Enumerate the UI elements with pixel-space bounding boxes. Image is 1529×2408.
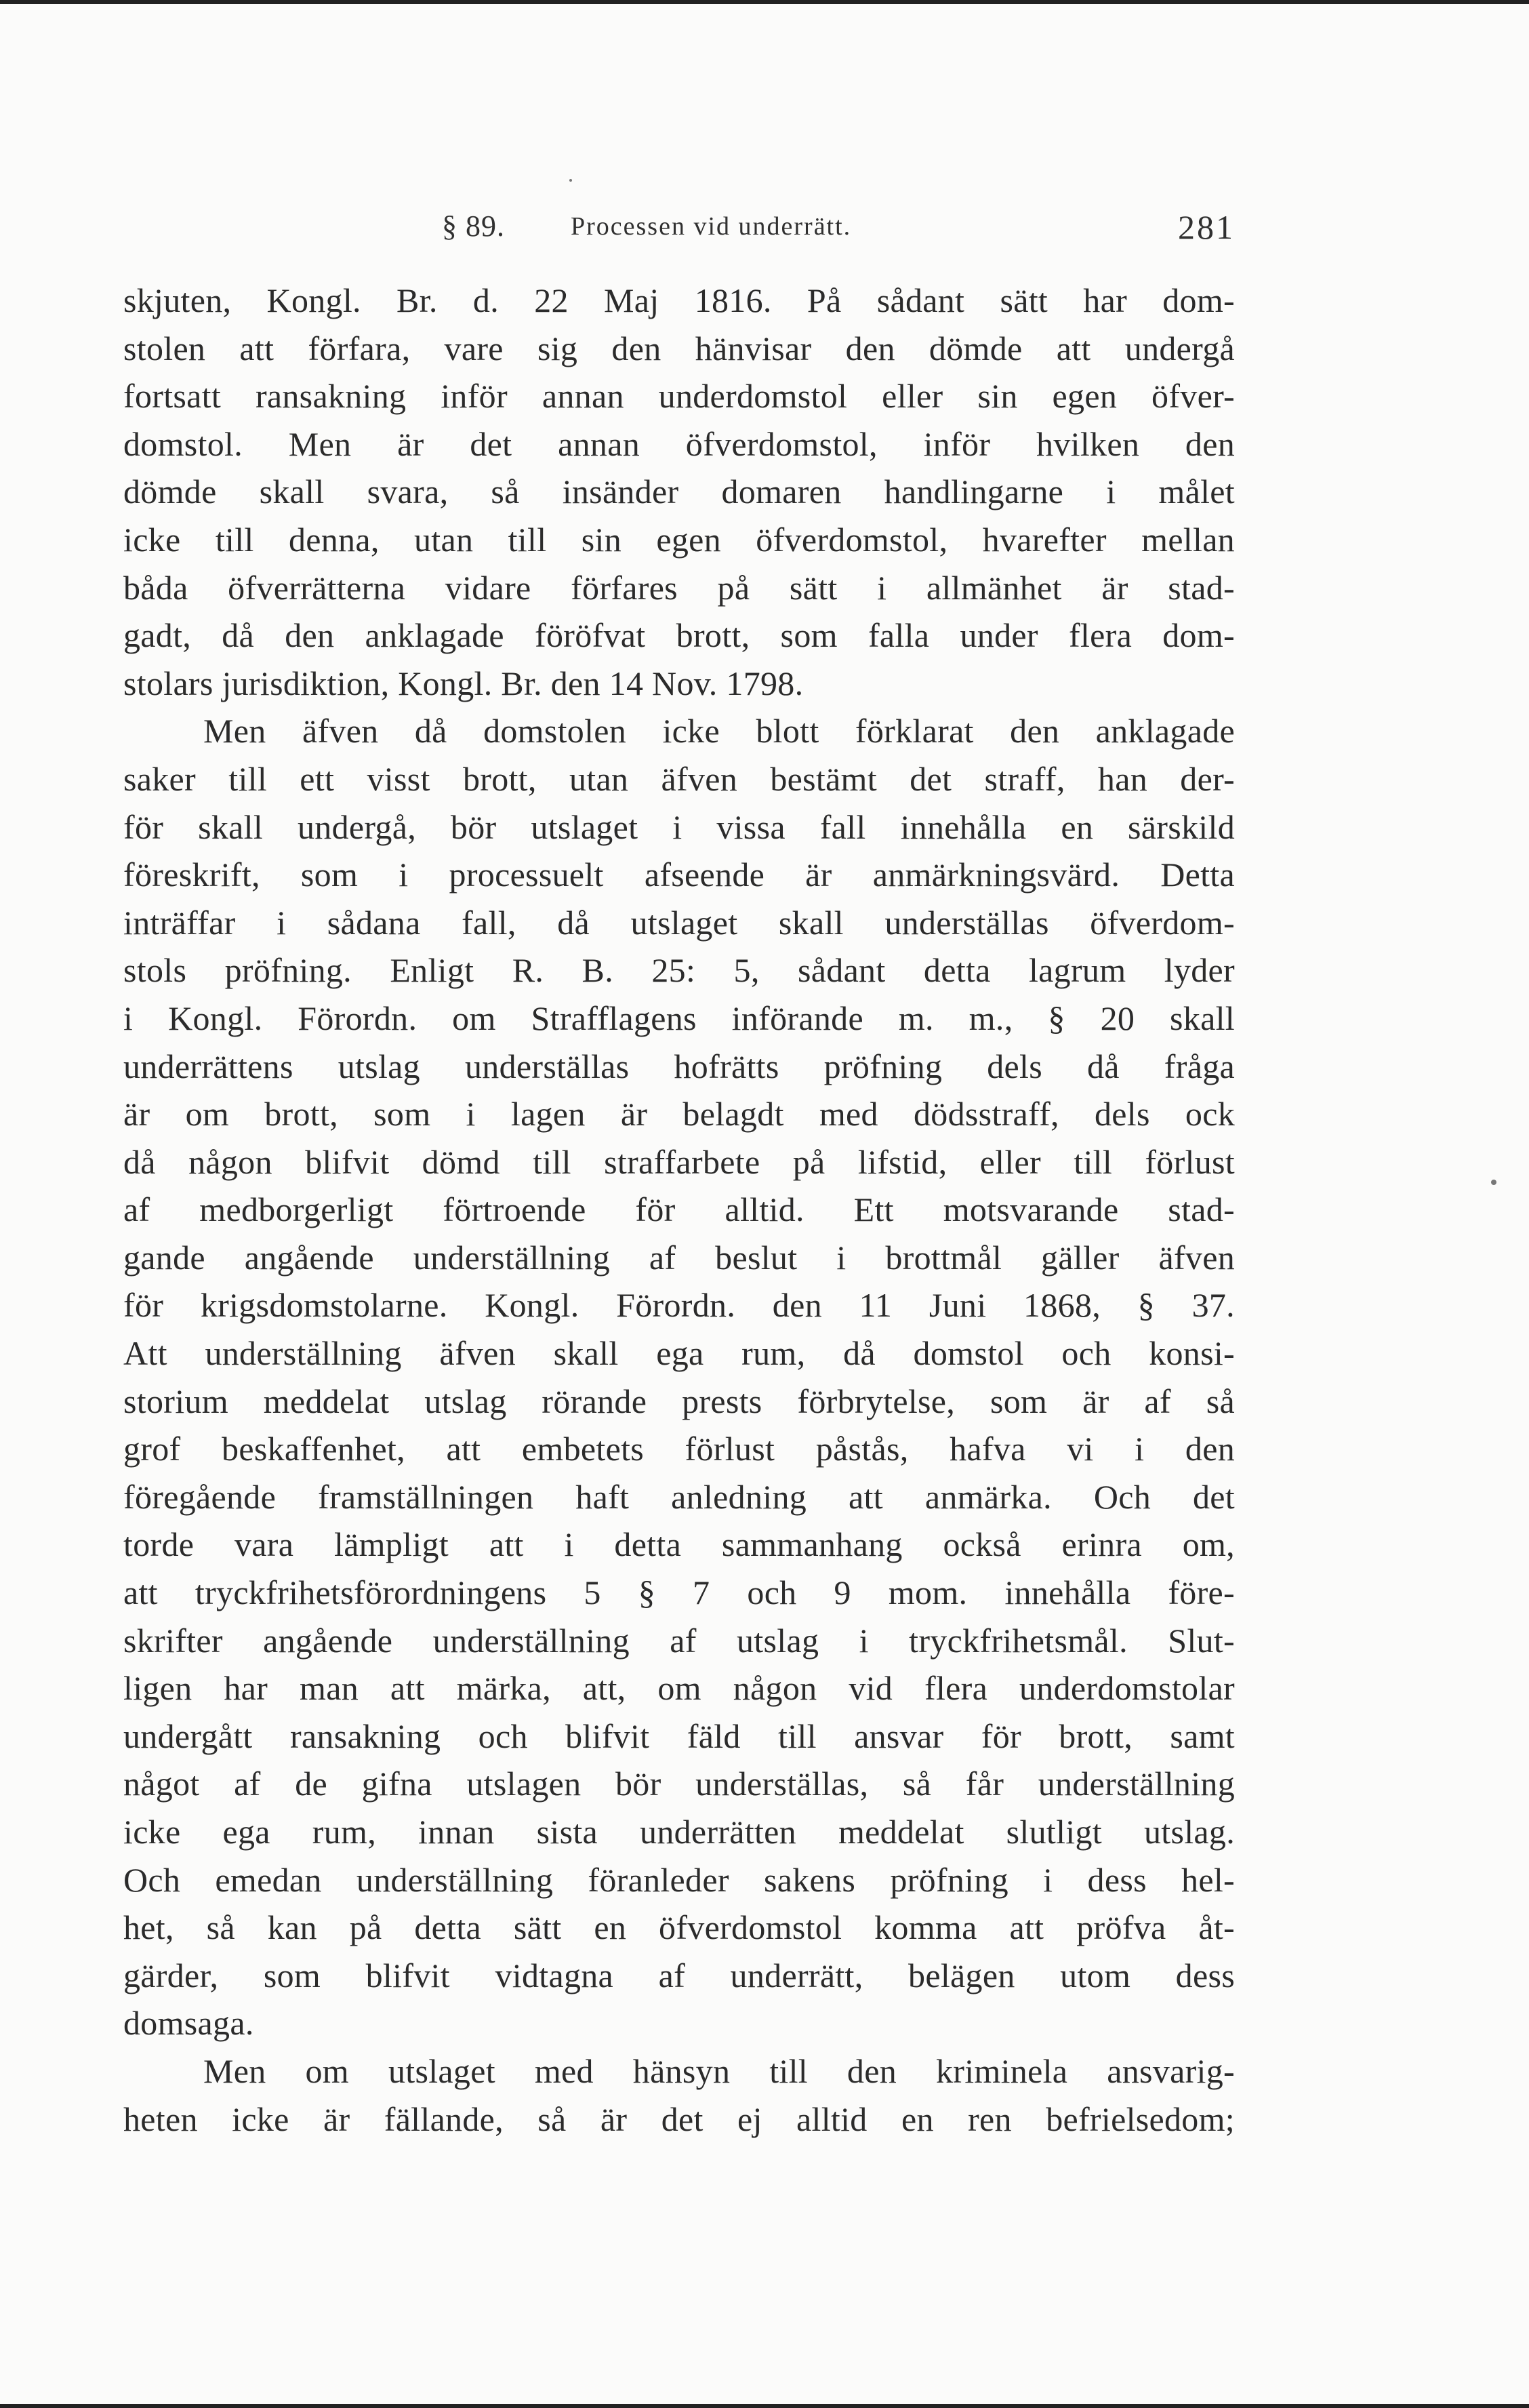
text-line: skrifter angående underställning af utslag i tryckfrihetsmål. Slut- — [123, 1621, 1235, 1660]
text-line: stolars jurisdiktion, Kongl. Br. den 14 Nov. 1798. — [123, 664, 804, 702]
text-line: båda öfverrätterna vidare förfares på sätt i allmänhet är stad- — [123, 568, 1235, 607]
text-line: storium meddelat utslag rörande prests förbrytelse, som är af så — [123, 1382, 1235, 1420]
text-line: för krigsdomstolarne. Kongl. Förordn. den 11 Juni 1868, § 37. — [123, 1286, 1235, 1325]
text-line: grof beskaffenhet, att embetets förlust påstås, hafva vi i den — [123, 1430, 1235, 1468]
text-line: domstol. Men är det annan öfverdomstol, inför hvilken den — [123, 424, 1235, 463]
text-line: heten icke är fällande, så är det ej alltid en ren befrielsedom; — [123, 2100, 1235, 2138]
text-line: torde vara lämpligt att i detta sammanhang också erinra om, — [123, 1525, 1235, 1564]
text-line: för skall undergå, bör utslaget i vissa fall innehålla en särskild — [123, 807, 1235, 846]
text-line: att tryckfrihetsförordningens 5 § 7 och 9 mom. innehålla före- — [123, 1573, 1235, 1612]
text-line: Men om utslaget med hänsyn till den kriminela ansvarig- — [203, 2051, 1235, 2090]
text-line: Men äfven då domstolen icke blott förklarat den anklagade — [203, 712, 1235, 750]
chapter-title: Processen vid underrätt. — [571, 212, 852, 241]
text-line: inträffar i sådana fall, då utslaget skall underställas öfverdom- — [123, 903, 1235, 942]
text-line: stolen att förfara, vare sig den hänvisar den dömde att undergå — [123, 329, 1235, 367]
text-line: skjuten, Kongl. Br. d. 22 Maj 1816. På sådant sätt har dom- — [123, 281, 1235, 319]
text-line: ligen har man att märka, att, om någon vid flera underdomstolar — [123, 1669, 1235, 1708]
text-line: då någon blifvit dömd till straffarbete på lifstid, eller till förlust — [123, 1142, 1235, 1181]
text-line: saker till ett visst brott, utan äfven bestämt det straff, han der- — [123, 759, 1235, 798]
top-edge-rule — [0, 0, 1529, 4]
text-line: het, så kan på detta sätt en öfverdomstol komma att pröfva åt- — [123, 1908, 1235, 1947]
text-line: gande angående underställning af beslut i brottmål gäller äfven — [123, 1238, 1235, 1277]
text-line: icke till denna, utan till sin egen öfverdomstol, hvarefter mellan — [123, 520, 1235, 559]
text-line: Och emedan underställning föranleder sakens pröfning i dess hel- — [123, 1860, 1235, 1899]
text-line: Att underställning äfven skall ega rum, då domstol och konsi- — [123, 1334, 1235, 1373]
text-line: icke ega rum, innan sista underrätten meddelat slutligt utslag. — [123, 1813, 1235, 1851]
text-line: är om brott, som i lagen är belagdt med dödsstraff, dels ock — [123, 1095, 1235, 1133]
text-line: fortsatt ransakning inför annan underdomstol eller sin egen öfver- — [123, 377, 1235, 416]
text-line: något af de gifna utslagen bör underställas, så får underställning — [123, 1765, 1235, 1803]
scan-speck — [1491, 1180, 1496, 1185]
body-text — [123, 277, 1235, 2143]
text-line: domsaga. — [123, 2004, 254, 2043]
text-line: föregående framställningen haft anledning att anmärka. Och det — [123, 1477, 1235, 1516]
text-line: underrättens utslag underställas hofrätts pröfning dels då fråga — [123, 1047, 1235, 1085]
text-line: gärder, som blifvit vidtagna af underrätt, belägen utom dess — [123, 1956, 1235, 1994]
text-line: föreskrift, som i processuelt afseende är anmärkningsvärd. Detta — [123, 856, 1235, 894]
text-line: gadt, då den anklagade föröfvat brott, som falla under flera dom- — [123, 616, 1235, 655]
text-line: dömde skall svara, så insänder domaren handlingarne i målet — [123, 473, 1235, 511]
scan-speck — [569, 179, 572, 182]
text-line: stols pröfning. Enligt R. B. 25: 5, sådant detta lagrum lyder — [123, 951, 1235, 990]
text-line: af medborgerligt förtroende för alltid. Ett motsvarande stad- — [123, 1190, 1235, 1229]
text-line: undergått ransakning och blifvit fäld till ansvar för brott, samt — [123, 1717, 1235, 1755]
text-line: i Kongl. Förordn. om Strafflagens införande m. m., § 20 skall — [123, 999, 1235, 1037]
section-number: § 89. — [442, 209, 505, 243]
page-number: 281 — [1178, 208, 1235, 246]
bottom-edge-rule — [0, 2404, 1529, 2408]
running-head — [123, 202, 1235, 256]
